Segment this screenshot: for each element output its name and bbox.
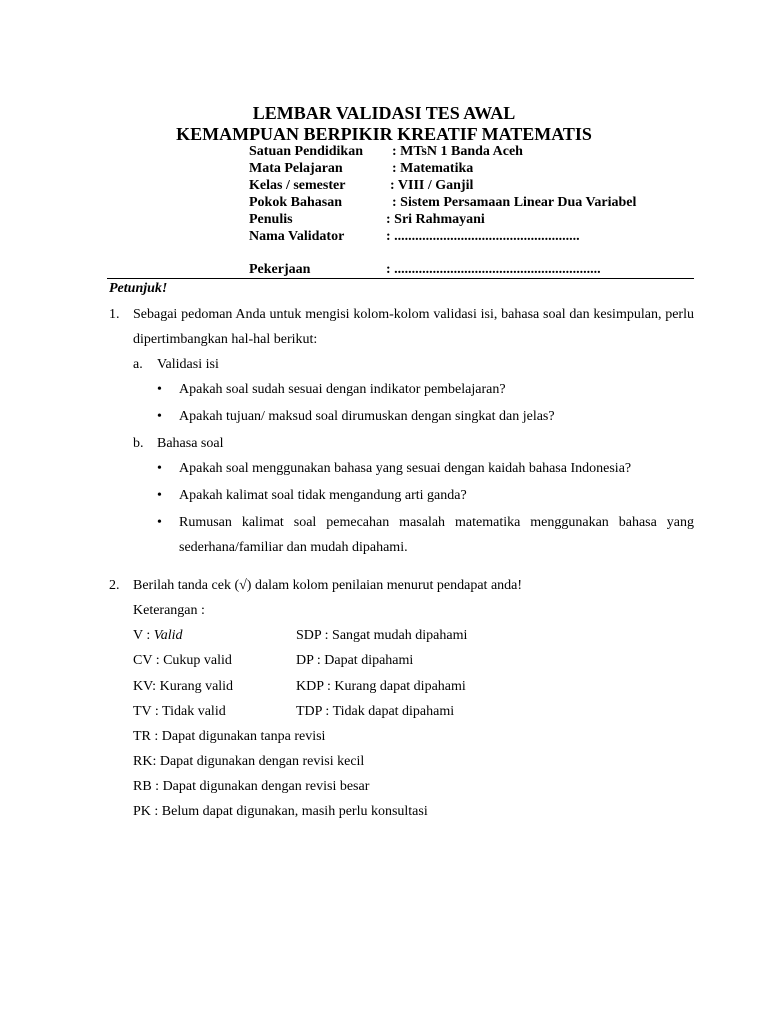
legend-left: [133, 674, 233, 699]
keterangan-label: Keterangan :: [133, 603, 205, 618]
bullet-icon: •: [157, 382, 162, 397]
section1-number: 1.: [109, 307, 120, 322]
section2-number: 2.: [109, 578, 120, 593]
legend-left: [133, 648, 232, 673]
meta-label-pekerjaan: Pekerjaan: [249, 262, 311, 277]
section1a-label: a.: [133, 357, 143, 372]
bullet-text: Apakah soal sudah sesuai dengan indikator pembelajaran?: [179, 382, 506, 397]
bullet-icon: •: [157, 461, 162, 476]
meta-label-penulis: Penulis: [249, 212, 293, 227]
legend-right: TDP : Tidak dapat dipahami: [296, 704, 455, 719]
legend-text: Cukup valid: [163, 653, 232, 668]
bullet-item: [157, 456, 694, 481]
legend-left: [133, 623, 183, 648]
bullet-icon: •: [157, 409, 162, 424]
section1b-title: Bahasa soal: [157, 436, 224, 451]
legend-left: [133, 699, 226, 724]
meta-value-penulis: : Sri Rahmayani: [386, 212, 485, 227]
meta-label-kelas: Kelas / semester: [249, 178, 346, 193]
conclusion-item: TR : Dapat digunakan tanpa revisi: [133, 729, 326, 744]
header-divider: [107, 278, 694, 279]
bullet-icon: •: [157, 488, 162, 503]
bullet-icon: •: [157, 515, 162, 530]
legend-right: SDP : Sangat mudah dipahami: [296, 628, 468, 643]
meta-label-validator: Nama Validator: [249, 229, 345, 244]
section1-intro: Sebagai pedoman Anda untuk mengisi kolom-kolom validasi isi, bahasa soal dan kesimpulan, perlu dipertimbangkan hal-hal berikut:: [133, 307, 694, 347]
conclusion-item: RB : Dapat digunakan dengan revisi besar: [133, 779, 370, 794]
legend-code: KV:: [133, 679, 160, 694]
section1a-title: Validasi isi: [157, 357, 219, 372]
meta-value-pekerjaan: : ...........................................................: [386, 262, 601, 277]
bullet-text: Apakah soal menggunakan bahasa yang sesuai dengan kaidah bahasa Indonesia?: [179, 461, 632, 476]
legend-text: Tidak valid: [162, 704, 226, 719]
bullet-item: [157, 377, 694, 402]
meta-label-pokok: Pokok Bahasan: [249, 195, 342, 210]
meta-value-validator: : .....................................................: [386, 229, 580, 244]
document-title-line1: LEMBAR VALIDASI TES AWAL: [252, 103, 516, 123]
conclusion-item: PK : Belum dapat digunakan, masih perlu konsultasi: [133, 804, 428, 819]
legend-code: V :: [133, 628, 154, 643]
legend-text: Valid: [153, 628, 183, 643]
meta-label-mapel: Mata Pelajaran: [249, 161, 343, 176]
meta-value-satuan: : MTsN 1 Banda Aceh: [392, 144, 523, 159]
meta-value-mapel: : Matematika: [392, 161, 474, 176]
legend-right: KDP : Kurang dapat dipahami: [296, 679, 466, 694]
legend-code: CV :: [133, 653, 164, 668]
bullet-text: Apakah tujuan/ maksud soal dirumuskan dengan singkat dan jelas?: [179, 409, 555, 424]
legend-code: TV :: [133, 704, 163, 719]
bullet-item: [157, 404, 694, 429]
bullet-text: Rumusan kalimat soal pemecahan masalah matematika menggunakan bahasa yang sederhana/familiar dan mudah dipahami.: [179, 515, 694, 555]
meta-value-kelas: : VIII / Ganjil: [390, 178, 474, 193]
section1b-label: b.: [133, 436, 144, 451]
petunjuk-heading: Petunjuk!: [109, 281, 168, 296]
bullet-text: Apakah kalimat soal tidak mengandung arti ganda?: [179, 488, 467, 503]
meta-label-satuan: Satuan Pendidikan: [249, 144, 363, 159]
legend-right: DP : Dapat dipahami: [296, 653, 414, 668]
meta-value-pokok: : Sistem Persamaan Linear Dua Variabel: [392, 195, 637, 210]
section2-intro: Berilah tanda cek (√) dalam kolom penilaian menurut pendapat anda!: [133, 578, 523, 593]
document-title-line2: KEMAMPUAN BERPIKIR KREATIF MATEMATIS: [176, 124, 592, 144]
bullet-item: [157, 483, 694, 508]
conclusion-item: RK: Dapat digunakan dengan revisi kecil: [133, 754, 365, 769]
bullet-item: [157, 510, 694, 562]
legend-text: Kurang valid: [159, 679, 234, 694]
